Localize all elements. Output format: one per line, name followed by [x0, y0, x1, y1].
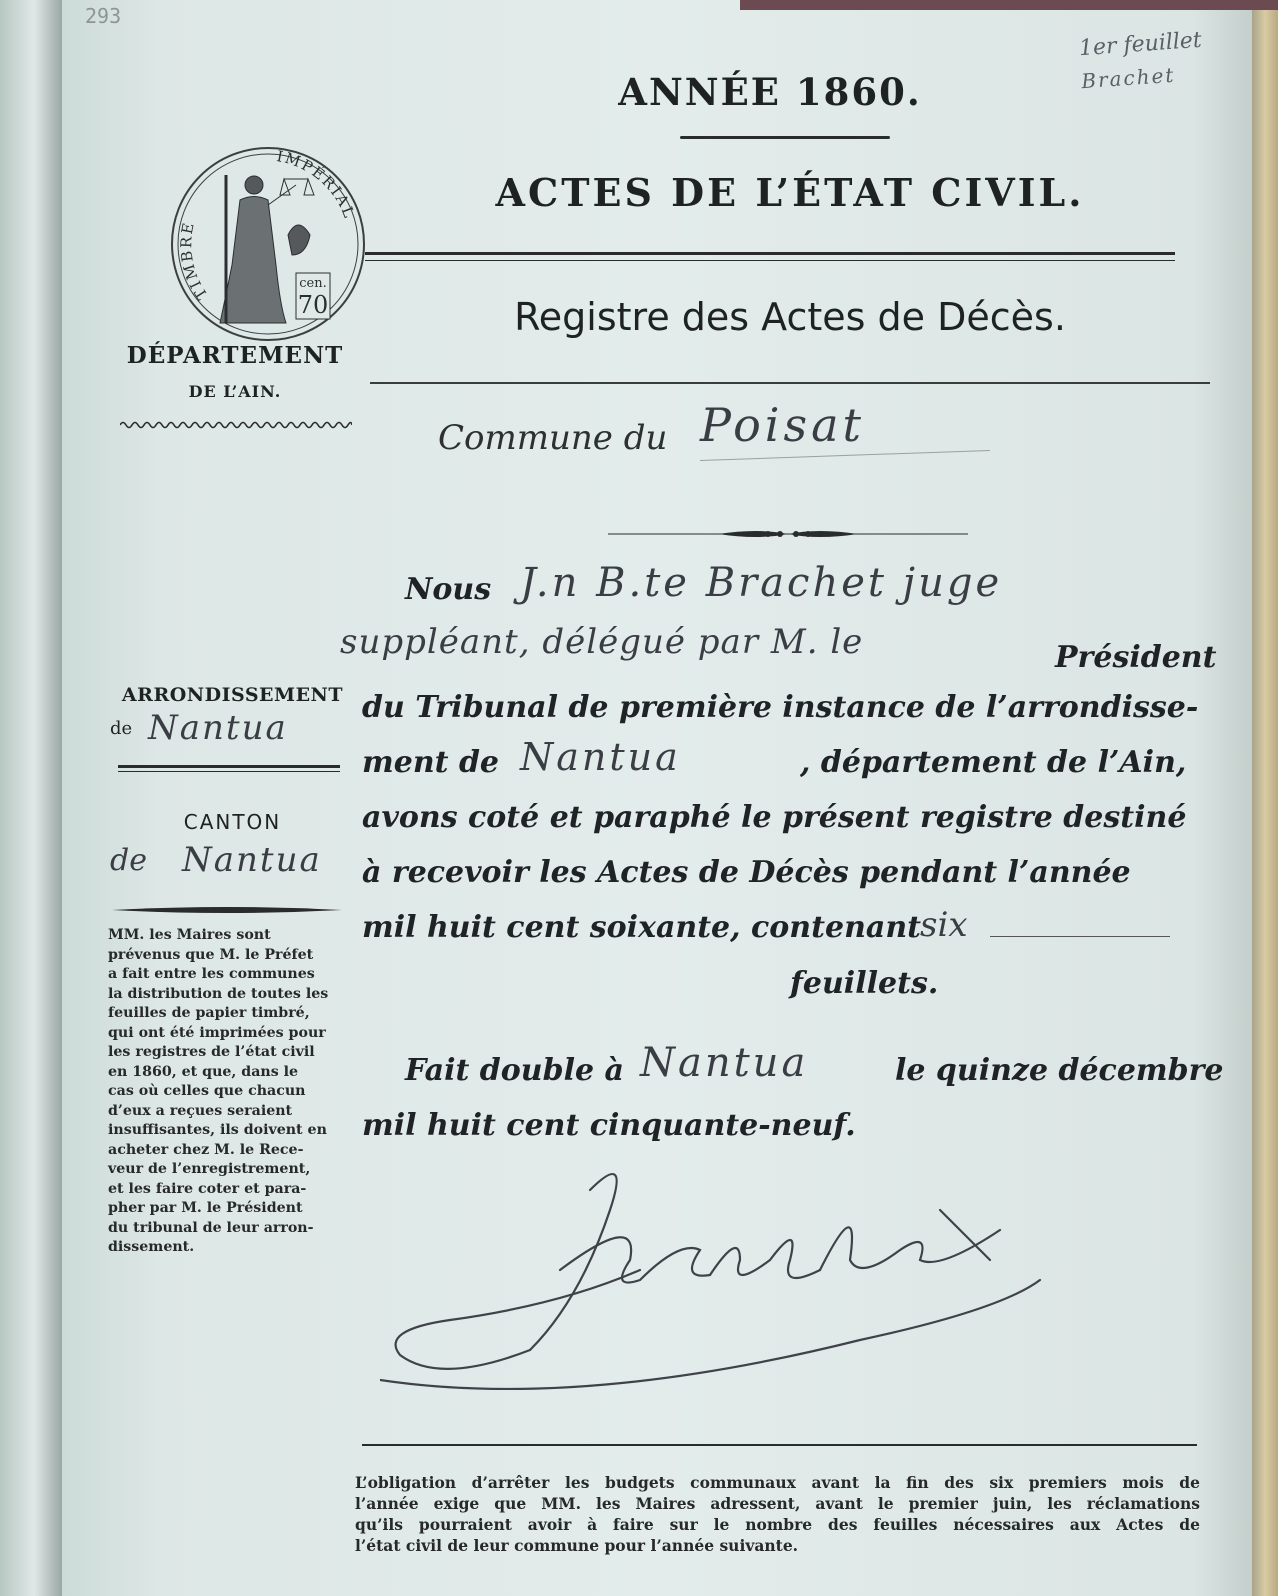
seal-value: 70 — [297, 291, 329, 319]
footer-line: l’état civil de leur commune pour l’année suivante. — [355, 1536, 799, 1555]
notice-line: du tribunal de leur arron- — [108, 1219, 314, 1236]
wavy-rule — [120, 420, 352, 430]
department-name: DE L’AIN. — [188, 382, 282, 401]
margin-note-line1: 1er feuillet — [1078, 27, 1203, 62]
arrondissement-rule-thin — [118, 771, 340, 772]
body-line-fait-double: Fait double à — [405, 1053, 624, 1088]
book-cover-strip — [740, 0, 1278, 10]
notice-line: la distribution de toutes les — [108, 985, 329, 1002]
body-line-avons-cote: avons coté et paraphé le présent registre destiné — [362, 800, 1187, 835]
body-line-recevoir: à recevoir les Actes de Décès pendant l’année — [362, 855, 1131, 890]
arrondissement-de: de — [110, 718, 133, 739]
prefect-notice — [108, 926, 344, 1258]
notice-line: a fait entre les communes — [108, 966, 315, 982]
notice-line: MM. les Maires sont — [108, 927, 271, 943]
budget-footer-notice — [355, 1472, 1200, 1556]
body-line-contenant: mil huit cent soixante, contenant — [362, 910, 921, 945]
commune-name-handwritten: Poisat — [700, 398, 866, 452]
handwritten-arrondissement: Nantua — [520, 735, 681, 779]
notice-line: et les faire coter et para- — [108, 1180, 307, 1197]
handwritten-sheet-count: six — [920, 905, 968, 945]
arrondissement-rule-thick — [118, 765, 340, 768]
canton-label: CANTON — [183, 810, 282, 834]
notice-line: d’eux a reçues seraient — [108, 1102, 293, 1119]
department-label: DÉPARTEMENT — [126, 342, 344, 369]
title-rule-thick — [365, 252, 1175, 255]
notice-line: acheter chez M. le Rece- — [108, 1141, 304, 1158]
svg-text:IMPÉRIAL — [275, 147, 359, 222]
book-binding-left — [0, 0, 62, 1596]
seal-text-right: IMPÉRIAL — [275, 147, 359, 222]
sheet-count-line — [990, 936, 1170, 937]
handwritten-signature — [380, 1150, 1080, 1390]
seal-denomination: cen. — [299, 276, 327, 291]
body-president: Président — [1055, 640, 1217, 675]
body-line-feuillets: feuillets. — [790, 966, 939, 1001]
commune-prefix: Commune du — [438, 418, 668, 458]
notice-line: en 1860, et que, dans le — [108, 1063, 299, 1080]
body-nous: Nous — [405, 572, 492, 607]
handwritten-delegation: suppléant, délégué par M. le — [340, 622, 864, 662]
year-rule — [680, 136, 890, 139]
year-heading: ANNÉE 1860. — [618, 70, 922, 114]
ornamental-rule — [608, 528, 968, 540]
book-edge-right — [1252, 0, 1278, 1596]
handwritten-judge-name: J.n B.te Brachet juge — [520, 560, 1003, 606]
arrondissement-label: ARRONDISSEMENT — [121, 684, 344, 706]
imperial-stamp-seal — [168, 145, 368, 343]
notice-line: prévenus que M. le Préfet — [108, 946, 314, 963]
notice-line: veur de l’enregistrement, — [108, 1161, 311, 1177]
footer-rule — [362, 1444, 1197, 1446]
register-subtitle: Registre des Actes de Décès. — [514, 295, 1066, 339]
notice-line: dissement. — [108, 1239, 195, 1255]
body-line-tribunal: du Tribunal de première instance de l’arrondisse- — [362, 690, 1199, 725]
seal-text-left: TIMBRE — [177, 219, 212, 303]
body-line-departement: , département de l’Ain, — [800, 745, 1187, 780]
notice-line: qui ont été imprimées pour — [108, 1024, 326, 1041]
notice-line: insuffisantes, ils doivent en — [108, 1122, 327, 1138]
document-title: ACTES DE L’ÉTAT CIVIL. — [495, 170, 1085, 215]
svg-text:TIMBRE — [177, 220, 211, 303]
margin-note-line2: Brachet — [1080, 62, 1177, 94]
handwritten-place: Nantua — [640, 1040, 809, 1086]
footer-line: l’année exige que MM. les Maires adressent, avant le premier juin, les réclamations — [355, 1494, 1200, 1513]
notice-line: les registres de l’état civil — [108, 1044, 315, 1060]
register-rule — [370, 382, 1210, 384]
footer-line: L’obligation d’arrêter les budgets communaux avant la fin des six premiers mois de — [355, 1473, 1200, 1492]
body-line-date: le quinze décembre — [895, 1053, 1224, 1088]
notice-line: pher par M. le Président — [108, 1200, 303, 1216]
canton-swell-rule — [112, 905, 342, 915]
notice-line: cas où celles que chacun — [108, 1083, 306, 1099]
footer-line: qu’ils pourraient avoir à faire sur le nombre des feuilles nécessaires aux Actes de — [355, 1515, 1200, 1534]
pencil-page-number: 293 — [85, 4, 122, 28]
title-rule-thin — [365, 260, 1175, 261]
body-line-year: mil huit cent cinquante-neuf. — [362, 1108, 856, 1143]
body-line-ment-de: ment de — [362, 745, 500, 780]
canton-de: de — [110, 843, 147, 878]
notice-line: feuilles de papier timbré, — [108, 1005, 310, 1021]
arrondissement-handwritten: Nantua — [148, 708, 288, 748]
canton-handwritten: Nantua — [182, 840, 322, 880]
